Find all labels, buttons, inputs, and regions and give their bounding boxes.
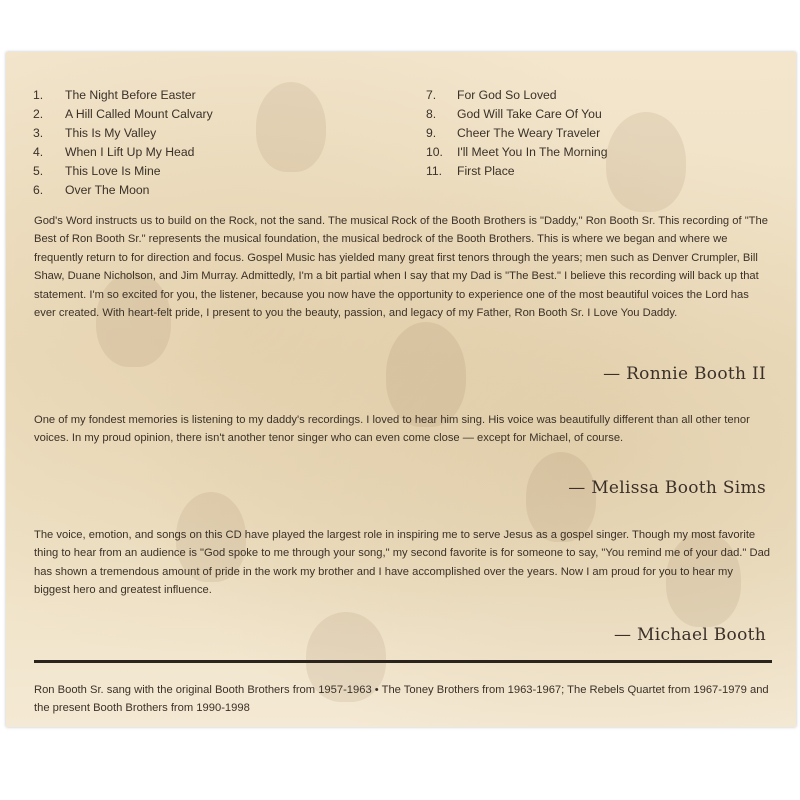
tribute-paragraph-melissa: One of my fondest memories is listening to my daddy's recordings. I loved to hear him sing. His voice was beautifully different than all other tenor voices. In my proud opinion, there isn't another tenor singer who can even come close — except for Michael, of course.	[34, 414, 750, 445]
background-figure	[606, 112, 686, 212]
track-item: 10. I'll Meet You In The Morning	[426, 145, 608, 159]
track-list-right	[426, 86, 607, 181]
signature-ronnie: — Ronnie Booth II	[603, 364, 766, 384]
track-list-left	[33, 86, 213, 200]
track-item: 5. This Love Is Mine	[33, 164, 161, 178]
tribute-paragraph-michael: The voice, emotion, and songs on this CD have played the largest role in inspiring me to serve Jesus as a gospel singer. Though my most favorite thing to hear from an audience is "God spoke to me through your song," my second favorite is for someone to say, "You remind me of your dad." Dad has shown a tremendous amount of pride in the work my brother and I have accomplished over the years. Now I am proud for you to hear my biggest hero and greatest influence.	[34, 529, 771, 597]
track-item: 6. Over The Moon	[33, 183, 150, 197]
cd-insert-page	[6, 52, 796, 727]
track-item: 2. A Hill Called Mount Calvary	[33, 107, 213, 121]
track-item: 8. God Will Take Care Of You	[426, 107, 602, 121]
footer-history: Ron Booth Sr. sang with the original Booth Brothers from 1957-1963 • The Toney Brothers from 1963-1967; The Rebels Quartet from 1967-1979 and the present Booth Brothers from 1990-1998	[34, 684, 769, 714]
divider-top	[34, 660, 772, 663]
signature-melissa: — Melissa Booth Sims	[568, 478, 766, 498]
track-item: 1. The Night Before Easter	[33, 88, 196, 102]
tribute-paragraph-ronnie: God's Word instructs us to build on the Rock, not the sand. The musical Rock of the Booth Brothers is "Daddy," Ron Booth Sr. This recording of "The Best of Ron Booth Sr." represents the musical foundation, the musical bedrock of the Booth Brothers. This is where we began and where we frequently return to for direction and focus. Gospel Music has yielded many great first tenors through the years; men such as Denver Crumpler, Bill Shaw, Duane Nicholson, and Jim Murray. Admittedly, I'm a bit partial when I say that my Dad is "The Best." I believe this recording will back up that statement. I'm so excited for you, the listener, because you now have the opportunity to experience one of the most beautiful voices the Lord has ever created. With heart-felt pride, I present to you the beauty, passion, and legacy of my Father, Ron Booth Sr. I Love You Daddy.	[34, 215, 768, 320]
track-item: 11. First Place	[426, 164, 515, 178]
background-figure	[256, 82, 326, 172]
track-item: 4. When I Lift Up My Head	[33, 145, 195, 159]
track-item: 9. Cheer The Weary Traveler	[426, 126, 601, 140]
track-item: 7. For God So Loved	[426, 88, 557, 102]
signature-michael: — Michael Booth	[614, 625, 766, 645]
track-item: 3. This Is My Valley	[33, 126, 157, 140]
